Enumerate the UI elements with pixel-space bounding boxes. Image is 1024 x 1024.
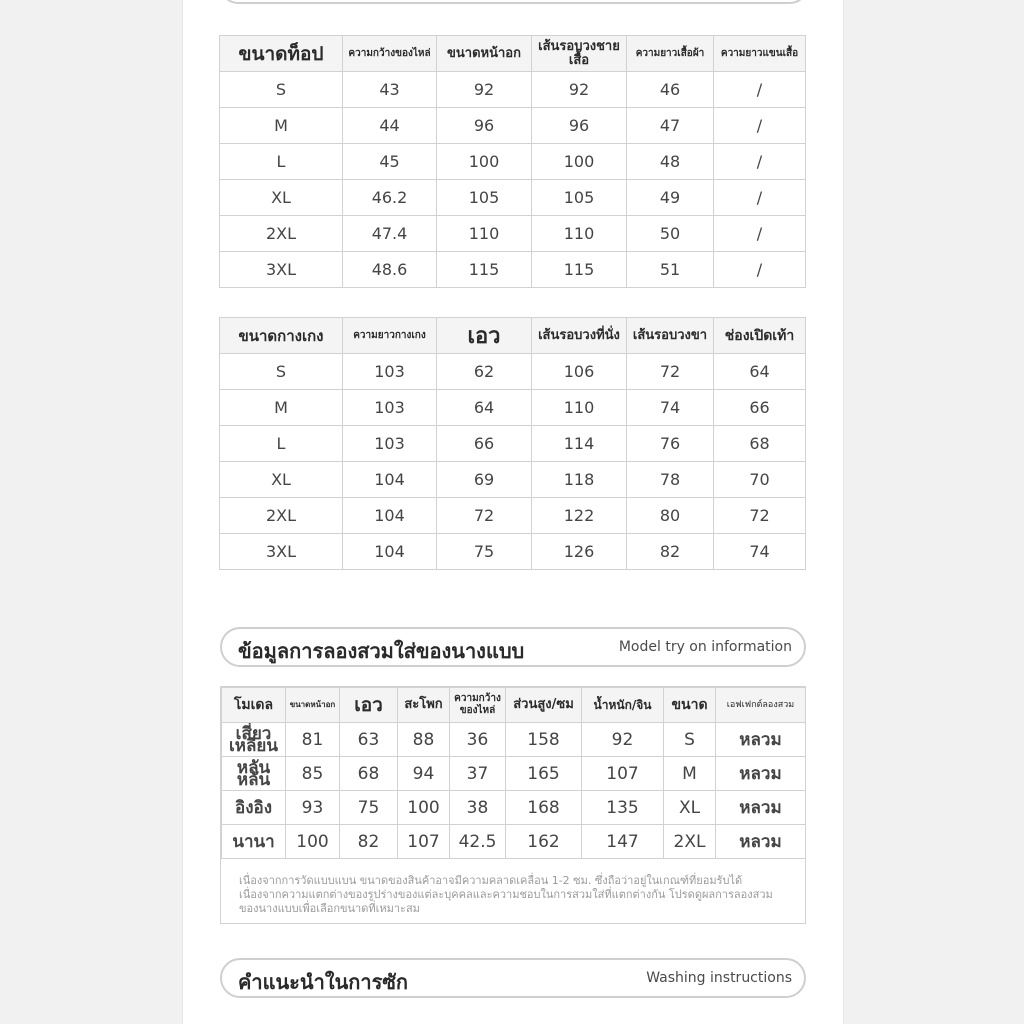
table-cell: 46.2: [343, 180, 437, 216]
table-row: [222, 723, 806, 757]
table-cell: 107: [582, 757, 664, 791]
model-name: นานา: [222, 825, 286, 859]
table-cell: 106: [532, 354, 627, 390]
table-cell: 114: [532, 426, 627, 462]
table-cell: 122: [532, 498, 627, 534]
table-cell: 46: [627, 72, 714, 108]
table-row: [220, 252, 806, 288]
top-size-table: [219, 35, 806, 288]
table-row: [220, 426, 806, 462]
table-row: [220, 216, 806, 252]
table-cell: 115: [437, 252, 532, 288]
table-cell: 100: [286, 825, 340, 859]
table-cell: 165: [506, 757, 582, 791]
table-cell: 38: [450, 791, 506, 825]
model-info-title-en: Model try on information: [618, 639, 792, 655]
table-row: [220, 462, 806, 498]
table-cell: 158: [506, 723, 582, 757]
table-cell: /: [714, 108, 806, 144]
header-height: ส่วนสูง/ซม: [506, 688, 582, 723]
washing-title-en: Washing instructions: [646, 970, 792, 986]
header-size: ขนาด: [664, 688, 716, 723]
model-name: เสี่ยวเหลียน: [222, 723, 286, 757]
table-cell: 49: [627, 180, 714, 216]
header-seat-circumference: เส้นรอบวงที่นั่ง: [532, 318, 627, 354]
table-cell: 118: [532, 462, 627, 498]
model-info-box: [220, 686, 806, 924]
table-cell: 74: [714, 534, 806, 570]
header-top-size: ขนาดท็อป: [220, 36, 343, 72]
table-cell: 69: [437, 462, 532, 498]
table-cell: 36: [450, 723, 506, 757]
header-pants-length: ความยาวกางเกง: [343, 318, 437, 354]
table-cell: 103: [343, 354, 437, 390]
header-weight: น้ำหนัก/จิน: [582, 688, 664, 723]
header-fit-effect: เอฟเฟกต์ลองสวม: [716, 688, 806, 723]
table-cell: 103: [343, 390, 437, 426]
washing-banner: [220, 958, 806, 998]
table-cell: L: [220, 144, 343, 180]
model-info-title: ข้อมูลการลองสวมใส่ของนางแบบ: [238, 639, 525, 663]
model-info-banner: [220, 627, 806, 667]
table-cell: 51: [627, 252, 714, 288]
table-row: [220, 354, 806, 390]
table-cell: 92: [582, 723, 664, 757]
table-cell: 47.4: [343, 216, 437, 252]
table-row: [222, 791, 806, 825]
header-leg-opening: ช่องเปิดเท้า: [714, 318, 806, 354]
table-cell: 100: [398, 791, 450, 825]
table-cell: S: [220, 72, 343, 108]
table-row: [220, 108, 806, 144]
table-header-row: [220, 36, 806, 72]
table-cell: 2XL: [220, 498, 343, 534]
table-cell: 82: [340, 825, 398, 859]
table-cell: 45: [343, 144, 437, 180]
table-cell: S: [220, 354, 343, 390]
table-cell: 105: [532, 180, 627, 216]
table-cell: 66: [437, 426, 532, 462]
table-cell: 105: [437, 180, 532, 216]
table-cell: 80: [627, 498, 714, 534]
table-cell: 43: [343, 72, 437, 108]
table-cell: 135: [582, 791, 664, 825]
table-cell: 48: [627, 144, 714, 180]
table-cell: M: [664, 757, 716, 791]
table-cell: 37: [450, 757, 506, 791]
header-leg-circumference: เส้นรอบวงขา: [627, 318, 714, 354]
table-cell: 96: [437, 108, 532, 144]
table-cell: /: [714, 180, 806, 216]
header-chest: ขนาดหน้าอก: [437, 36, 532, 72]
table-cell: 82: [627, 534, 714, 570]
table-cell: M: [220, 108, 343, 144]
model-name: อิงอิง: [222, 791, 286, 825]
fit-effect: หลวม: [716, 723, 806, 757]
table-header-row: [220, 318, 806, 354]
table-cell: 50: [627, 216, 714, 252]
header-sleeve-length: ความยาวแขนเสื้อ: [714, 36, 806, 72]
fit-effect: หลวม: [716, 825, 806, 859]
table-cell: 66: [714, 390, 806, 426]
table-cell: 64: [437, 390, 532, 426]
table-cell: S: [664, 723, 716, 757]
table-cell: 85: [286, 757, 340, 791]
table-cell: 110: [532, 216, 627, 252]
previous-section-banner: [220, 0, 808, 4]
header-waist: เอว: [437, 318, 532, 354]
table-cell: 62: [437, 354, 532, 390]
table-cell: 72: [437, 498, 532, 534]
table-row: [220, 72, 806, 108]
table-cell: 64: [714, 354, 806, 390]
table-cell: XL: [664, 791, 716, 825]
header-shoulder-width: ความกว้างของไหล่: [343, 36, 437, 72]
table-header-row: [222, 688, 806, 723]
table-cell: 147: [582, 825, 664, 859]
table-cell: 78: [627, 462, 714, 498]
table-cell: 3XL: [220, 534, 343, 570]
table-cell: 72: [714, 498, 806, 534]
fit-effect: หลวม: [716, 791, 806, 825]
table-cell: /: [714, 252, 806, 288]
table-row: [220, 498, 806, 534]
header-pants-size: ขนาดกางเกง: [220, 318, 343, 354]
table-cell: 104: [343, 498, 437, 534]
table-cell: L: [220, 426, 343, 462]
table-cell: XL: [220, 180, 343, 216]
pants-size-table: [219, 317, 806, 570]
table-cell: 75: [437, 534, 532, 570]
model-name: หลันหลัน: [222, 757, 286, 791]
measurement-note: เนื่องจากการวัดแบบแบน ขนาดของสินค้าอาจมีความคลาดเคลื่อน 1-2 ซม. ซึ่งถือว่าอยู่ในเกณฑ์ที่ยอมรับได้ เนื่องจากความแตกต่างของรูปร่างของแต่ละบุคคลและความชอบในการสวมใส่ที่แตกต่างกัน โปรดดูผลการลองสวมของนางแบบเพื่อเลือกขนาดที่เหมาะสม: [239, 874, 773, 915]
table-cell: /: [714, 144, 806, 180]
table-cell: 70: [714, 462, 806, 498]
table-cell: 88: [398, 723, 450, 757]
table-cell: M: [220, 390, 343, 426]
table-cell: 100: [532, 144, 627, 180]
table-cell: 44: [343, 108, 437, 144]
table-cell: 81: [286, 723, 340, 757]
table-row: [220, 144, 806, 180]
table-cell: 68: [714, 426, 806, 462]
table-cell: 107: [398, 825, 450, 859]
table-row: [220, 180, 806, 216]
table-cell: 63: [340, 723, 398, 757]
table-cell: /: [714, 72, 806, 108]
table-cell: 104: [343, 462, 437, 498]
header-model: โมเดล: [222, 688, 286, 723]
table-cell: 42.5: [450, 825, 506, 859]
table-cell: 68: [340, 757, 398, 791]
table-cell: 162: [506, 825, 582, 859]
header-shoulder-width: ความกว้างของไหล่: [450, 688, 506, 723]
table-cell: 72: [627, 354, 714, 390]
table-cell: XL: [220, 462, 343, 498]
table-row: [222, 757, 806, 791]
header-waist: เอว: [340, 688, 398, 723]
table-cell: /: [714, 216, 806, 252]
model-info-table: [221, 687, 806, 859]
table-cell: 110: [437, 216, 532, 252]
table-row: [222, 825, 806, 859]
header-garment-length: ความยาวเสื้อผ้า: [627, 36, 714, 72]
table-cell: 2XL: [220, 216, 343, 252]
table-cell: 126: [532, 534, 627, 570]
table-cell: 93: [286, 791, 340, 825]
table-cell: 3XL: [220, 252, 343, 288]
table-cell: 103: [343, 426, 437, 462]
fit-effect: หลวม: [716, 757, 806, 791]
table-cell: 110: [532, 390, 627, 426]
table-cell: 75: [340, 791, 398, 825]
header-hip: สะโพก: [398, 688, 450, 723]
header-bust: ขนาดหน้าอก: [286, 688, 340, 723]
table-cell: 115: [532, 252, 627, 288]
washing-title: คำแนะนำในการซัก: [238, 970, 409, 994]
table-row: [220, 534, 806, 570]
table-cell: 47: [627, 108, 714, 144]
table-cell: 76: [627, 426, 714, 462]
table-cell: 168: [506, 791, 582, 825]
table-row: [220, 390, 806, 426]
table-cell: 104: [343, 534, 437, 570]
table-cell: 92: [437, 72, 532, 108]
table-cell: 48.6: [343, 252, 437, 288]
table-cell: 96: [532, 108, 627, 144]
table-cell: 2XL: [664, 825, 716, 859]
header-hem-circumference: เส้นรอบวงชายเสื้อ: [532, 36, 627, 72]
table-cell: 94: [398, 757, 450, 791]
table-cell: 100: [437, 144, 532, 180]
table-cell: 92: [532, 72, 627, 108]
table-cell: 74: [627, 390, 714, 426]
